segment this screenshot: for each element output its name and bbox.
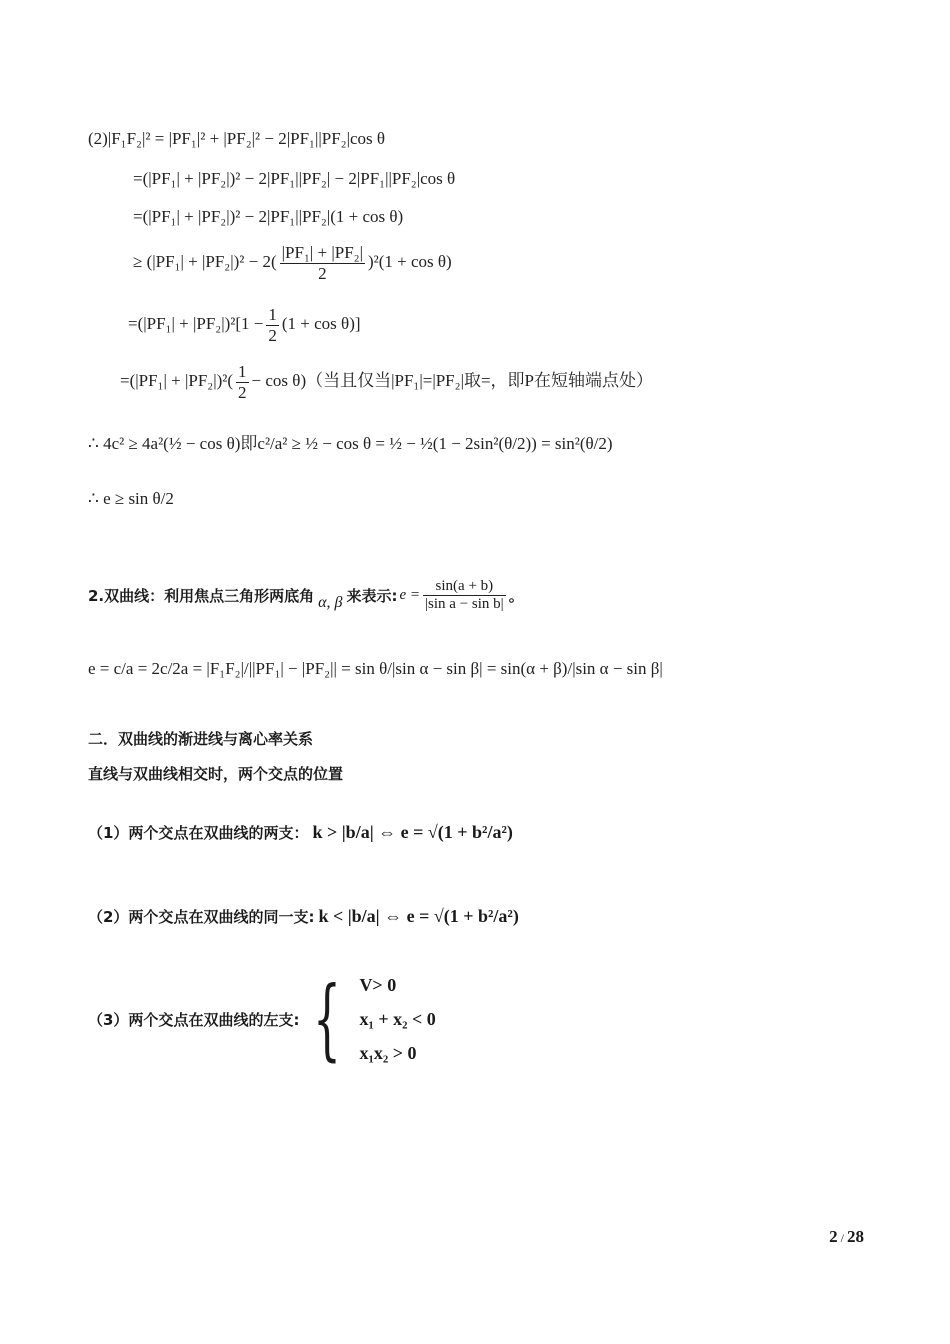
eccentricity-formula-fraction (423, 578, 506, 614)
proof-line-8: ∴ e ≥ sin θ/2 (88, 489, 174, 508)
case-1-formula: k > |b/a| ⇔ e = √(1 + b²/a²) (312, 822, 513, 842)
fraction-numerator: 1 (238, 362, 247, 381)
page-separator: / (840, 1231, 844, 1245)
section-two-subtitle: 直线与双曲线相交时，两个交点的位置 (88, 765, 344, 783)
fraction-numerator: |PF₁| + |PF₂| (281, 243, 363, 262)
proof-line-2: =(|PF₁| + |PF₂|)² − 2|PF₁||PF₂| − 2|PF₁||PF₂|cos θ (133, 169, 456, 188)
proof-line-1: (2)|F₁F₂|² = |PF₁|² + |PF₂|² − 2|PF₁||PF₂|cos θ (88, 129, 386, 148)
proof-line-4-fraction (280, 243, 365, 283)
case-1 (88, 822, 513, 843)
proof-line-6-post: − cos θ)（当且仅当|PF₁|=|PF₂|取=，即P在短轴端点处） (251, 370, 654, 390)
fraction-numerator: sin(a + b) (423, 578, 506, 596)
case-3-system (299, 968, 435, 1070)
hyperbola-heading-end: 。 (508, 587, 524, 606)
case-2-formula: k < |b/a| ⇔ e = √(1 + b²/a²) (318, 906, 519, 926)
hyperbola-heading-mid: 来表示: (346, 587, 398, 606)
proof-line-6-pre: =(|PF₁| + |PF₂|)²( (120, 370, 234, 390)
page-number (829, 1227, 864, 1247)
section-two-title: 二．双曲线的渐进线与离心率关系 (88, 730, 314, 748)
proof-line-4-post: )²(1 + cos θ) (368, 251, 452, 271)
fraction-denominator: 2 (238, 382, 247, 402)
proof-line-3: =(|PF₁| + |PF₂|)² − 2|PF₁||PF₂|(1 + cos θ) (133, 207, 404, 226)
proof-line-7: ∴ 4c² ≥ 4a²(½ − cos θ)即c²/a² ≥ ½ − cos θ = ½ − ½(1 − 2sin²(θ/2)) = sin²(θ/2) (88, 434, 613, 453)
proof-line-5-fraction (266, 305, 279, 345)
proof-line-4 (133, 243, 452, 283)
proof-line-5-post: (1 + cos θ)] (281, 313, 361, 333)
left-brace-icon: { (313, 967, 342, 1070)
hyperbola-derivation: e = c/a = 2c/2a = |F₁F₂|/||PF₁| − |PF₂|| = sin θ/|sin α − sin β| = sin(α + β)/|sin α − sin β| (88, 659, 663, 678)
page-current: 2 (829, 1227, 838, 1246)
eccentricity-lhs: e = (399, 587, 421, 604)
proof-line-5 (128, 305, 361, 345)
fraction-denominator: 2 (268, 325, 277, 345)
proof-line-4-pre: ≥ (|PF₁| + |PF₂|)² − 2( (133, 251, 277, 271)
case-3-label: （3）两个交点在双曲线的左支: (88, 1010, 300, 1029)
fraction-numerator: 1 (268, 305, 277, 324)
case-2-label: （2）两个交点在双曲线的同一支: (88, 908, 315, 926)
condition-3: x₁x₂ > 0 (359, 1043, 417, 1063)
proof-line-5-pre: =(|PF₁| + |PF₂|)²[1 − (128, 313, 264, 333)
case-3 (88, 968, 436, 1070)
case-1-label: （1）两个交点在双曲线的两支： (88, 824, 309, 842)
proof-line-6 (120, 362, 653, 402)
hyperbola-heading-text: 2.双曲线：利用焦点三角形两底角 (88, 587, 315, 606)
angles-alpha-beta: α, β (318, 593, 343, 611)
proof-line-6-fraction (236, 362, 249, 402)
condition-2: x₁ + x₂ < 0 (359, 1009, 436, 1029)
condition-1: V> 0 (359, 975, 397, 995)
fraction-denominator: |sin a − sin b| (425, 596, 504, 613)
case-3-conditions (359, 968, 435, 1070)
page-total: 28 (847, 1227, 864, 1246)
fraction-denominator: 2 (318, 263, 327, 283)
case-2 (88, 906, 519, 927)
hyperbola-heading (88, 578, 524, 614)
